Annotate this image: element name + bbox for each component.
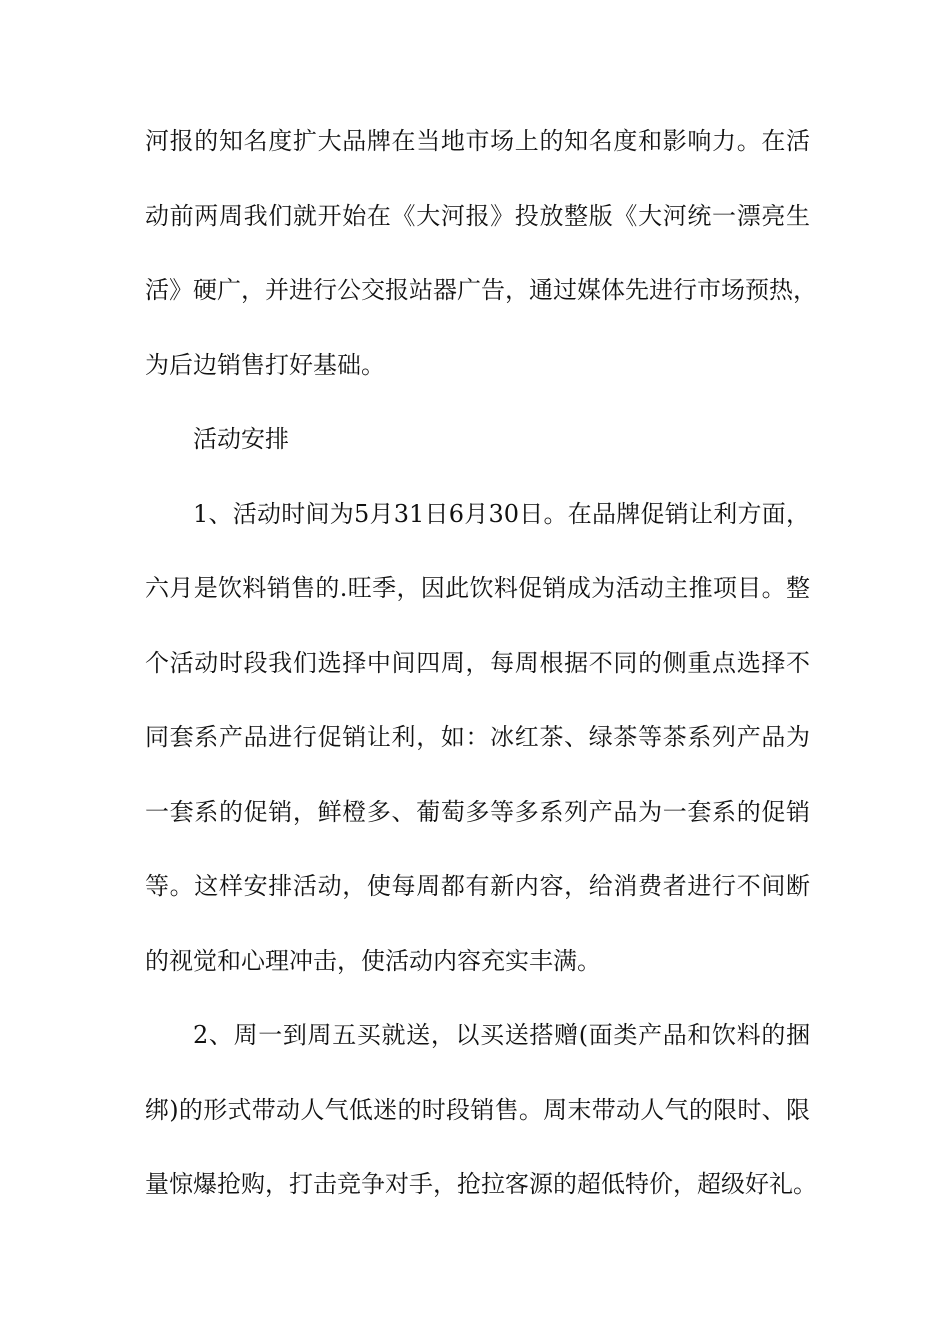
text-line: 动前两周我们就开始在《大河报》投放整版《大河统一漂亮生 xyxy=(145,201,810,230)
text-line: 个活动时段我们选择中间四周，每周根据不同的侧重点选择不 xyxy=(145,648,810,677)
text-line: 1、活动时间为5月31日6月30日。在品牌促销让利方面， xyxy=(193,499,810,528)
text-line: 活》硬广，并进行公交报站器广告，通过媒体先进行市场预热， xyxy=(145,276,817,304)
text-line: 等。这样安排活动，使每周都有新内容，给消费者进行不间断 xyxy=(145,872,810,900)
document-body xyxy=(145,127,817,1247)
text-line: 2、周一到周五买就送，以买送搭赠(面类产品和饮料的捆 xyxy=(193,1021,810,1049)
section-heading: 活动安排 xyxy=(193,425,289,453)
text-line: 量惊爆抢购，打击竞争对手，抢拉客源的超低特价，超级好礼。 xyxy=(145,1170,817,1198)
text-line: 绑)的形式带动人气低迷的时段销售。周末带动人气的限时、限 xyxy=(145,1095,810,1124)
text-line: 一套系的促销，鲜橙多、葡萄多等多系列产品为一套系的促销 xyxy=(145,797,810,826)
text-line: 同套系产品进行促销让利，如：冰红茶、绿茶等茶系列产品为 xyxy=(145,723,810,751)
text-line: 的视觉和心理冲击，使活动内容充实丰满。 xyxy=(145,946,601,975)
text-line: 六月是饮料销售的.旺季，因此饮料促销成为活动主推项目。整 xyxy=(145,574,810,602)
text-line: 河报的知名度扩大品牌在当地市场上的知名度和影响力。在活 xyxy=(145,127,810,155)
text-line: 为后边销售打好基础。 xyxy=(145,350,385,379)
